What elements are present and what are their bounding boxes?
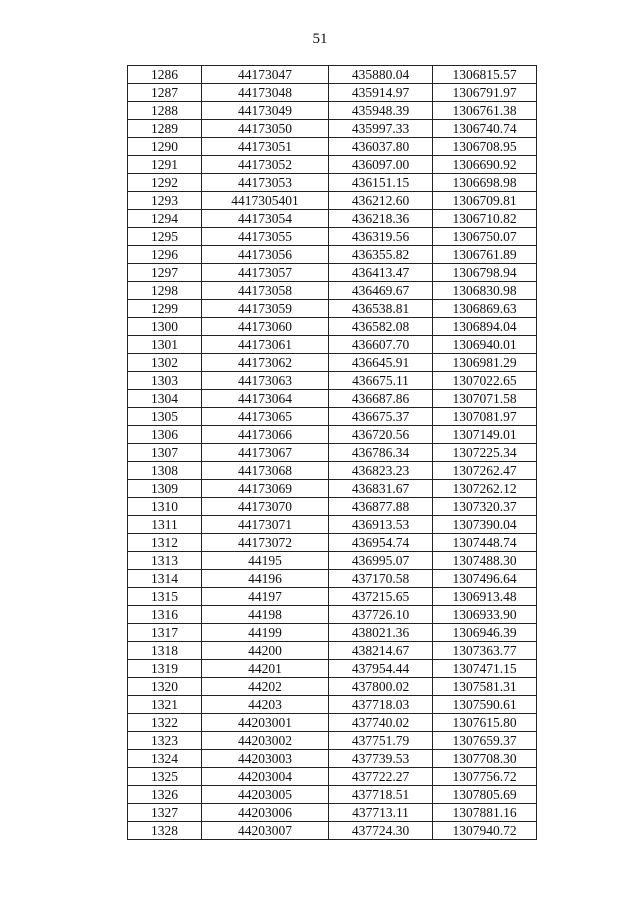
row-index-cell: 1312 <box>128 534 202 552</box>
point-id-cell: 44197 <box>202 588 329 606</box>
x-coordinate-cell: 436037.80 <box>329 138 433 156</box>
x-coordinate-cell: 436995.07 <box>329 552 433 570</box>
x-coordinate-cell: 437170.58 <box>329 570 433 588</box>
row-index-cell: 1300 <box>128 318 202 336</box>
row-index-cell: 1296 <box>128 246 202 264</box>
point-id-cell: 44173050 <box>202 120 329 138</box>
y-coordinate-cell: 1307262.47 <box>433 462 537 480</box>
point-id-cell: 44173068 <box>202 462 329 480</box>
table-row <box>128 210 537 228</box>
point-id-cell: 44173057 <box>202 264 329 282</box>
y-coordinate-cell: 1307149.01 <box>433 426 537 444</box>
row-index-cell: 1286 <box>128 66 202 84</box>
x-coordinate-cell: 436582.08 <box>329 318 433 336</box>
y-coordinate-cell: 1306830.98 <box>433 282 537 300</box>
table-row <box>128 768 537 786</box>
x-coordinate-cell: 437726.10 <box>329 606 433 624</box>
point-id-cell: 44173070 <box>202 498 329 516</box>
y-coordinate-cell: 1306710.82 <box>433 210 537 228</box>
table-row <box>128 678 537 696</box>
x-coordinate-cell: 436645.91 <box>329 354 433 372</box>
y-coordinate-cell: 1307471.15 <box>433 660 537 678</box>
y-coordinate-cell: 1306913.48 <box>433 588 537 606</box>
y-coordinate-cell: 1307225.34 <box>433 444 537 462</box>
table-row <box>128 408 537 426</box>
x-coordinate-cell: 437215.65 <box>329 588 433 606</box>
table-row <box>128 552 537 570</box>
y-coordinate-cell: 1307022.65 <box>433 372 537 390</box>
row-index-cell: 1323 <box>128 732 202 750</box>
table-row <box>128 660 537 678</box>
point-id-cell: 44173072 <box>202 534 329 552</box>
x-coordinate-cell: 435914.97 <box>329 84 433 102</box>
row-index-cell: 1306 <box>128 426 202 444</box>
table-row <box>128 372 537 390</box>
x-coordinate-cell: 437800.02 <box>329 678 433 696</box>
table-row <box>128 354 537 372</box>
row-index-cell: 1303 <box>128 372 202 390</box>
x-coordinate-cell: 436877.88 <box>329 498 433 516</box>
point-id-cell: 44200 <box>202 642 329 660</box>
point-id-cell: 44173048 <box>202 84 329 102</box>
point-id-cell: 44196 <box>202 570 329 588</box>
y-coordinate-cell: 1307320.37 <box>433 498 537 516</box>
x-coordinate-cell: 436469.67 <box>329 282 433 300</box>
y-coordinate-cell: 1306791.97 <box>433 84 537 102</box>
point-id-cell: 44199 <box>202 624 329 642</box>
y-coordinate-cell: 1306869.63 <box>433 300 537 318</box>
row-index-cell: 1292 <box>128 174 202 192</box>
y-coordinate-cell: 1307081.97 <box>433 408 537 426</box>
row-index-cell: 1299 <box>128 300 202 318</box>
y-coordinate-cell: 1306940.01 <box>433 336 537 354</box>
table-row <box>128 282 537 300</box>
row-index-cell: 1324 <box>128 750 202 768</box>
x-coordinate-cell: 437722.27 <box>329 768 433 786</box>
table-row <box>128 318 537 336</box>
row-index-cell: 1318 <box>128 642 202 660</box>
x-coordinate-cell: 435997.33 <box>329 120 433 138</box>
x-coordinate-cell: 436319.56 <box>329 228 433 246</box>
y-coordinate-cell: 1306761.89 <box>433 246 537 264</box>
y-coordinate-cell: 1306698.98 <box>433 174 537 192</box>
x-coordinate-cell: 436831.67 <box>329 480 433 498</box>
x-coordinate-cell: 436212.60 <box>329 192 433 210</box>
y-coordinate-cell: 1307659.37 <box>433 732 537 750</box>
table-row <box>128 444 537 462</box>
x-coordinate-cell: 436954.74 <box>329 534 433 552</box>
row-index-cell: 1320 <box>128 678 202 696</box>
row-index-cell: 1321 <box>128 696 202 714</box>
y-coordinate-cell: 1307488.30 <box>433 552 537 570</box>
page-number: 51 <box>312 31 328 47</box>
x-coordinate-cell: 437740.02 <box>329 714 433 732</box>
point-id-cell: 44173071 <box>202 516 329 534</box>
y-coordinate-cell: 1307708.30 <box>433 750 537 768</box>
table-row <box>128 102 537 120</box>
y-coordinate-cell: 1306709.81 <box>433 192 537 210</box>
point-id-cell: 44173060 <box>202 318 329 336</box>
point-id-cell: 44203004 <box>202 768 329 786</box>
y-coordinate-cell: 1306946.39 <box>433 624 537 642</box>
row-index-cell: 1327 <box>128 804 202 822</box>
y-coordinate-cell: 1306798.94 <box>433 264 537 282</box>
point-id-cell: 44198 <box>202 606 329 624</box>
table-row <box>128 696 537 714</box>
table-row <box>128 228 537 246</box>
row-index-cell: 1289 <box>128 120 202 138</box>
row-index-cell: 1298 <box>128 282 202 300</box>
table-row <box>128 174 537 192</box>
y-coordinate-cell: 1306981.29 <box>433 354 537 372</box>
table-row <box>128 66 537 84</box>
x-coordinate-cell: 437751.79 <box>329 732 433 750</box>
row-index-cell: 1307 <box>128 444 202 462</box>
row-index-cell: 1310 <box>128 498 202 516</box>
row-index-cell: 1290 <box>128 138 202 156</box>
row-index-cell: 1308 <box>128 462 202 480</box>
x-coordinate-cell: 436823.23 <box>329 462 433 480</box>
table-row <box>128 750 537 768</box>
point-id-cell: 44203 <box>202 696 329 714</box>
point-id-cell: 44173067 <box>202 444 329 462</box>
table-row <box>128 588 537 606</box>
y-coordinate-cell: 1307881.16 <box>433 804 537 822</box>
row-index-cell: 1322 <box>128 714 202 732</box>
table-row <box>128 516 537 534</box>
row-index-cell: 1294 <box>128 210 202 228</box>
row-index-cell: 1287 <box>128 84 202 102</box>
y-coordinate-cell: 1307581.31 <box>433 678 537 696</box>
table-row <box>128 786 537 804</box>
point-id-cell: 4417305401 <box>202 192 329 210</box>
point-id-cell: 44173069 <box>202 480 329 498</box>
x-coordinate-cell: 438214.67 <box>329 642 433 660</box>
point-id-cell: 44173054 <box>202 210 329 228</box>
x-coordinate-cell: 436607.70 <box>329 336 433 354</box>
row-index-cell: 1315 <box>128 588 202 606</box>
table-row <box>128 606 537 624</box>
table-row <box>128 714 537 732</box>
y-coordinate-cell: 1306750.07 <box>433 228 537 246</box>
y-coordinate-cell: 1306894.04 <box>433 318 537 336</box>
y-coordinate-cell: 1307363.77 <box>433 642 537 660</box>
x-coordinate-cell: 436687.86 <box>329 390 433 408</box>
table-row <box>128 264 537 282</box>
table-row <box>128 822 537 840</box>
y-coordinate-cell: 1307496.64 <box>433 570 537 588</box>
table-row <box>128 336 537 354</box>
point-id-cell: 44173058 <box>202 282 329 300</box>
point-id-cell: 44173055 <box>202 228 329 246</box>
table-row <box>128 534 537 552</box>
y-coordinate-cell: 1307448.74 <box>433 534 537 552</box>
y-coordinate-cell: 1307590.61 <box>433 696 537 714</box>
y-coordinate-cell: 1307071.58 <box>433 390 537 408</box>
row-index-cell: 1293 <box>128 192 202 210</box>
table-row <box>128 390 537 408</box>
row-index-cell: 1305 <box>128 408 202 426</box>
point-id-cell: 44173061 <box>202 336 329 354</box>
point-id-cell: 44173064 <box>202 390 329 408</box>
y-coordinate-cell: 1306740.74 <box>433 120 537 138</box>
table-row <box>128 192 537 210</box>
table-row <box>128 624 537 642</box>
y-coordinate-cell: 1306933.90 <box>433 606 537 624</box>
x-coordinate-cell: 437954.44 <box>329 660 433 678</box>
point-id-cell: 44202 <box>202 678 329 696</box>
table-row <box>128 642 537 660</box>
y-coordinate-cell: 1307940.72 <box>433 822 537 840</box>
point-id-cell: 44173065 <box>202 408 329 426</box>
x-coordinate-cell: 437718.03 <box>329 696 433 714</box>
y-coordinate-cell: 1306708.95 <box>433 138 537 156</box>
row-index-cell: 1301 <box>128 336 202 354</box>
y-coordinate-cell: 1306761.38 <box>433 102 537 120</box>
table-row <box>128 138 537 156</box>
x-coordinate-cell: 437739.53 <box>329 750 433 768</box>
point-id-cell: 44173063 <box>202 372 329 390</box>
table-row <box>128 804 537 822</box>
x-coordinate-cell: 435948.39 <box>329 102 433 120</box>
y-coordinate-cell: 1307756.72 <box>433 768 537 786</box>
x-coordinate-cell: 436913.53 <box>329 516 433 534</box>
table-row <box>128 120 537 138</box>
point-id-cell: 44173049 <box>202 102 329 120</box>
table-row <box>128 156 537 174</box>
row-index-cell: 1311 <box>128 516 202 534</box>
table-body <box>128 66 537 840</box>
y-coordinate-cell: 1307615.80 <box>433 714 537 732</box>
x-coordinate-cell: 436786.34 <box>329 444 433 462</box>
table-row <box>128 426 537 444</box>
point-id-cell: 44203006 <box>202 804 329 822</box>
point-id-cell: 44203003 <box>202 750 329 768</box>
x-coordinate-cell: 436675.11 <box>329 372 433 390</box>
point-id-cell: 44173056 <box>202 246 329 264</box>
point-id-cell: 44201 <box>202 660 329 678</box>
table-row <box>128 300 537 318</box>
point-id-cell: 44173053 <box>202 174 329 192</box>
point-id-cell: 44195 <box>202 552 329 570</box>
table-row <box>128 480 537 498</box>
table-row <box>128 462 537 480</box>
row-index-cell: 1295 <box>128 228 202 246</box>
x-coordinate-cell: 437724.30 <box>329 822 433 840</box>
x-coordinate-cell: 435880.04 <box>329 66 433 84</box>
point-id-cell: 44203005 <box>202 786 329 804</box>
row-index-cell: 1326 <box>128 786 202 804</box>
row-index-cell: 1319 <box>128 660 202 678</box>
table-row <box>128 246 537 264</box>
point-id-cell: 44203007 <box>202 822 329 840</box>
row-index-cell: 1297 <box>128 264 202 282</box>
table-row <box>128 732 537 750</box>
x-coordinate-cell: 436218.36 <box>329 210 433 228</box>
row-index-cell: 1302 <box>128 354 202 372</box>
coordinates-table <box>127 65 537 840</box>
y-coordinate-cell: 1307390.04 <box>433 516 537 534</box>
point-id-cell: 44173052 <box>202 156 329 174</box>
row-index-cell: 1328 <box>128 822 202 840</box>
x-coordinate-cell: 436097.00 <box>329 156 433 174</box>
row-index-cell: 1309 <box>128 480 202 498</box>
row-index-cell: 1291 <box>128 156 202 174</box>
x-coordinate-cell: 436720.56 <box>329 426 433 444</box>
table-row <box>128 498 537 516</box>
y-coordinate-cell: 1306690.92 <box>433 156 537 174</box>
row-index-cell: 1313 <box>128 552 202 570</box>
row-index-cell: 1317 <box>128 624 202 642</box>
x-coordinate-cell: 436355.82 <box>329 246 433 264</box>
point-id-cell: 44203002 <box>202 732 329 750</box>
point-id-cell: 44173047 <box>202 66 329 84</box>
y-coordinate-cell: 1307262.12 <box>433 480 537 498</box>
point-id-cell: 44173066 <box>202 426 329 444</box>
point-id-cell: 44173062 <box>202 354 329 372</box>
point-id-cell: 44203001 <box>202 714 329 732</box>
row-index-cell: 1325 <box>128 768 202 786</box>
y-coordinate-cell: 1307805.69 <box>433 786 537 804</box>
point-id-cell: 44173051 <box>202 138 329 156</box>
x-coordinate-cell: 438021.36 <box>329 624 433 642</box>
y-coordinate-cell: 1306815.57 <box>433 66 537 84</box>
x-coordinate-cell: 437718.51 <box>329 786 433 804</box>
x-coordinate-cell: 437713.11 <box>329 804 433 822</box>
row-index-cell: 1288 <box>128 102 202 120</box>
table-row <box>128 570 537 588</box>
row-index-cell: 1316 <box>128 606 202 624</box>
point-id-cell: 44173059 <box>202 300 329 318</box>
row-index-cell: 1304 <box>128 390 202 408</box>
table-row <box>128 84 537 102</box>
x-coordinate-cell: 436151.15 <box>329 174 433 192</box>
row-index-cell: 1314 <box>128 570 202 588</box>
x-coordinate-cell: 436538.81 <box>329 300 433 318</box>
x-coordinate-cell: 436413.47 <box>329 264 433 282</box>
x-coordinate-cell: 436675.37 <box>329 408 433 426</box>
